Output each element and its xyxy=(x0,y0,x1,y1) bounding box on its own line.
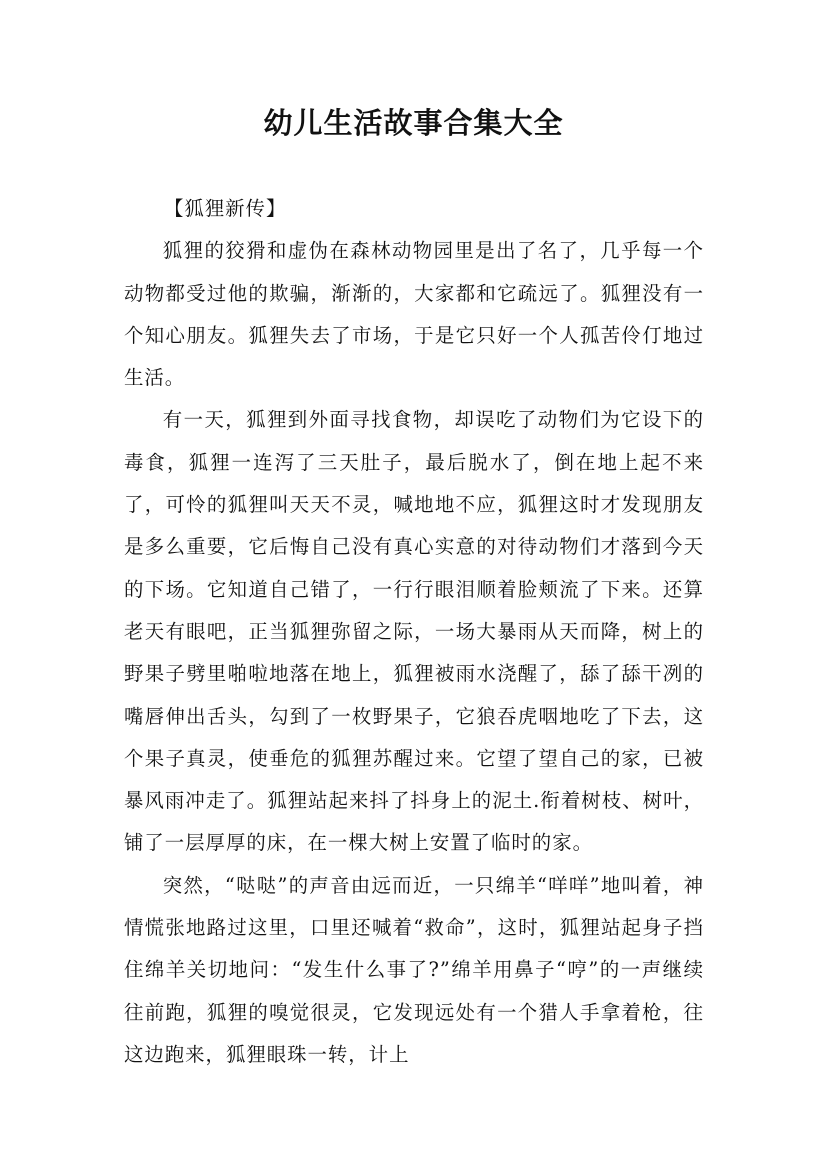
document-title: 幼儿生活故事合集大全 xyxy=(263,106,564,140)
story-paragraph-1: 狐狸的狡猾和虚伪在森林动物园里是出了名了，几乎每一个动物都受过他的欺骗，渐渐的，大家都和它疏远了。狐狸没有一个知心朋友。狐狸失去了市场，于是它只好一个人孤苦伶仃地过生活。 xyxy=(124,239,704,390)
story-paragraph-2: 有一天，狐狸到外面寻找食物，却误吃了动物们为它设下的毒食，狐狸一连泻了三天肚子，最后脱水了，倒在地上起不来了，可怜的狐狸叫天天不灵，喊地地不应，狐狸这时才发现朋友是多么重要，它后悔自己没有真心实意的对待动物们才落到今天的下场。它知道自己错了，一行行眼泪顺着脸颊流了下来。还算老天有眼吧，正当狐狸弥留之际，一场大暴雨从天而降，树上的野果子劈里啪啦地落在地上，狐狸被雨水浇醒了，舔了舔干冽的嘴唇伸出舌头，勾到了一枚野果子，它狼吞虎咽地吃了下去，这个果子真灵，使垂危的狐狸苏醒过来。它望了望自己的家，已被暴风雨冲走了。狐狸站起来抖了抖身上的泥土.衔着树枝、树叶，铺了一层厚厚的床，在一棵大树上安置了临时的家。 xyxy=(124,408,704,855)
section-heading: 【狐狸新传】 xyxy=(164,197,287,220)
story-paragraph-3: 突然，“哒哒”的声音由远而近，一只绵羊“咩咩”地叫着，神情慌张地路过这里，口里还喊着“救命”，这时，狐狸站起身子挡住绵羊关切地问：“发生什么事了?”绵羊用鼻子“哼”的一声继续往前跑，狐狸的嗅觉很灵，它发现远处有一个猎人手拿着枪，往这边跑来，狐狸眼珠一转，计上 xyxy=(124,873,704,1066)
story-body xyxy=(124,188,704,1076)
